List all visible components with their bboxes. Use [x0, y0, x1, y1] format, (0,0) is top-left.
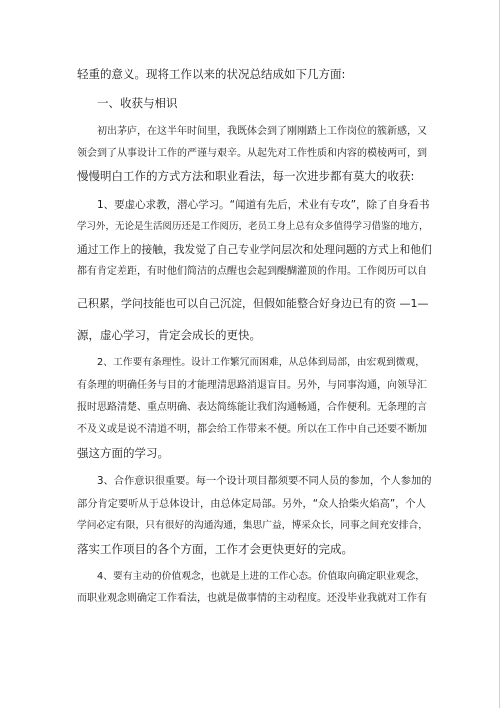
text-line: 而职业观念则确定工作看法，也就是做事情的主动程度。还没毕业我就对工作有 — [77, 593, 427, 604]
text-line: 不及义或是说不清道不明，都会给工作带来不便。所以在工作中自己还要不断加 — [77, 424, 427, 435]
text-line: 3、合作意识很重要。每一个设计项目都须要不同人员的参加，个人参加的 — [97, 475, 432, 487]
text-line: 报时思路清楚、重点明确、表达简练能让我们沟通畅通，合作便利。无条理的言 — [77, 402, 427, 413]
text-line: 学问必定有限，只有很好的沟通沟通，集思广益，博采众长，同事之间充安排合， — [77, 520, 428, 531]
text-line: 都有肯定差距，有时他们简洁的点醒也会起到醍醐灌顶的作用。工作阅历可以自 — [77, 266, 427, 277]
text-line: 轻重的意义。现将工作以来的状况总结成如下几方面: — [77, 67, 346, 81]
text-line: 通过工作上的接触，我发觉了自己专业学问层次和处理问题的方式上和他们 — [77, 243, 432, 256]
text-line: 慢慢明白工作的方式方法和职业看法，每一次进步都有莫大的收获: — [77, 169, 415, 183]
text-line: 学习外，无论是生活阅历还是工作阅历，老员工身上总有众多值得学习借鉴的地方， — [77, 221, 429, 232]
text-line: 2、工作要有条理性。设计工作繁冗而困难，从总体到局部，由宏观到微观， — [97, 357, 425, 368]
text-line: 强这方面的学习。 — [77, 446, 169, 460]
text-line: 有条理的明确任务与目的才能理清思路消退盲目。另外，与同事沟通，向领导汇 — [77, 380, 427, 391]
section-heading: 一、收获与相识 — [97, 96, 178, 110]
text-line: 初出茅庐，在这半年时间里，我既体会到了刚刚踏上工作岗位的簇新感，又 — [97, 126, 427, 137]
text-line: 己积累，学问技能也可以自己沉淀，但假如能整合好身边已有的资 —1— — [77, 297, 429, 310]
text-line: 领会到了从事设计工作的严谨与艰辛。从起先对工作性质和内容的模棱两可，到 — [77, 148, 427, 159]
text-line: 落实工作项目的各个方面，工作才会更快更好的完成。 — [77, 542, 353, 556]
text-line: 4、要有主动的价值观念，也就是上进的工作心态。价值取向确定职业观念， — [97, 571, 425, 582]
text-line: 源，虚心学习，肯定会成长的更快。 — [77, 328, 261, 342]
text-line: 部分肯定要听从于总体设计，由总体定局部。另外，“众人拾柴火焰高”，个人 — [77, 498, 426, 510]
text-line: 1、要虚心求教，潜心学习。“闻道有先后，术业有专攻”，除了自身看书 — [97, 199, 430, 211]
